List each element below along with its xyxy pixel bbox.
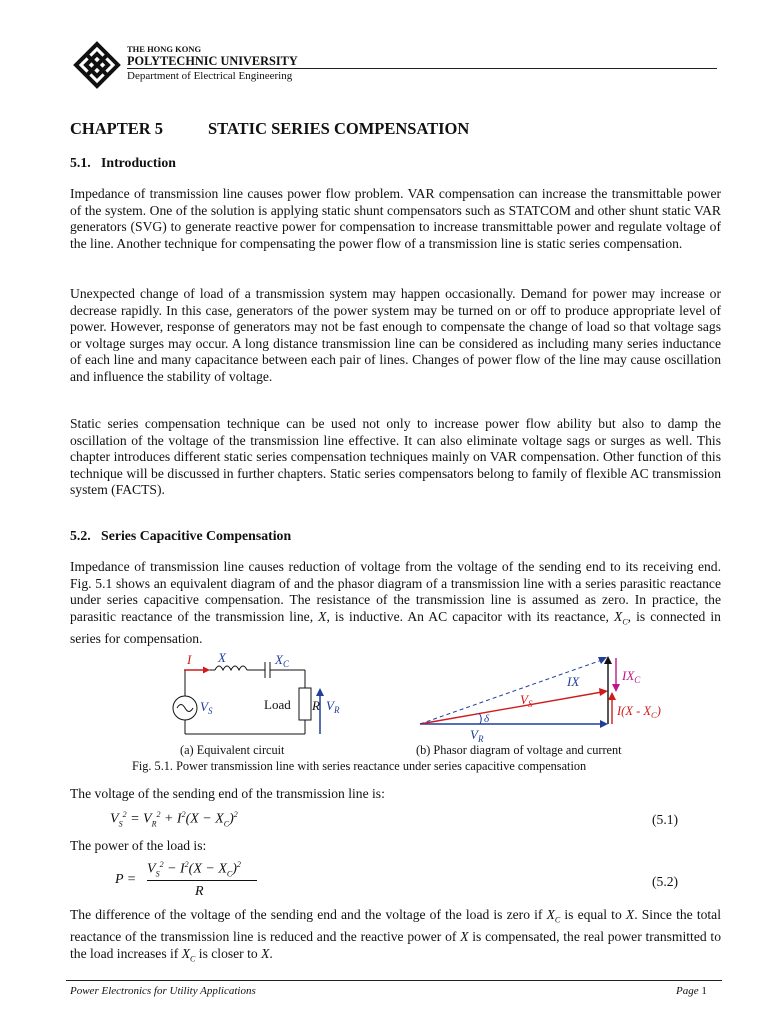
- phasor-diagram: [410, 650, 670, 745]
- header-department: Department of Electrical Engineering: [127, 70, 293, 82]
- label-ix: IX: [567, 674, 580, 689]
- label-xc-sub: C: [282, 659, 289, 669]
- intro-paragraph-2: Unexpected change of load of a transmission system may happen occasionally. Demand for power may increase or decrease rapidly. In this case, generators of the power system may be turned on or off to produce appropriate level of power. However, response of generators may not be fast enough to compensate the change of load so that voltage sags or voltage surges may occur. A long distance transmission line can be considered as including many series inductance of each line and many capacitance between each pair of lines. Changes of power flow of the line may cause oscillation and influence the stability of voltage.: [70, 286, 721, 384]
- label-vr-main: V: [326, 698, 334, 713]
- header-line1: THE HONG KONG: [127, 44, 202, 54]
- label-ixc: [621, 668, 641, 685]
- label-phasor-vs-sub: S: [527, 699, 533, 709]
- university-logo: [72, 40, 122, 90]
- label-vs-sub: S: [207, 706, 213, 716]
- label-ixc-sub: C: [634, 675, 641, 685]
- label-xc-main: X: [275, 652, 283, 667]
- header-university-name: POLYTECHNIC UNIVERSITY: [127, 54, 298, 68]
- eq1-intro: The voltage of the sending end of the transmission line is:: [70, 786, 385, 801]
- footer-book-title: Power Electronics for Utility Applications: [70, 985, 256, 997]
- para-symbol-xc-sub: C: [622, 617, 628, 627]
- label-receiving-voltage: [326, 698, 340, 715]
- label-phasor-vr-main: V: [470, 727, 478, 742]
- label-delta: δ: [484, 713, 490, 725]
- section-5-1-heading: 5.1. Introduction: [70, 155, 176, 170]
- label-vs-main: V: [200, 699, 208, 714]
- final-d: is compensated, the real power transmitted to the load increases if: [70, 929, 722, 961]
- label-phasor-vs-main: V: [520, 692, 528, 707]
- label-resistance: R: [312, 698, 320, 713]
- label-ixxc-sub: C: [651, 710, 657, 720]
- label-phasor-vs: [520, 692, 533, 709]
- section-5-2-heading: 5.2. Series Capacitive Compensation: [70, 528, 292, 543]
- final-e: is closer to: [195, 945, 262, 961]
- label-phasor-vr-sub: R: [477, 734, 484, 744]
- series-comp-paragraph: [70, 559, 721, 648]
- header-rule: [127, 68, 717, 69]
- final-paragraph: The difference of the voltage of the sending end and the voltage of the load is zero if $X_C$ is equal to X. Since the total reactance of the transmission line is reduced and the reactive power of X is compensated, the real power transmitted to the load increases if $X_C$ is closer to X.: [70, 907, 722, 964]
- para-text-a: Impedance of transmission line causes reduction of voltage from the voltage of the sending end to its receiving end. Fig. 5.1 shows an equivalent diagram of and the phasor diagram of a transmission line with a series parasitic reactance under series capacitive compensation. The resistance of the transmission line is assumed as zero. In practice, the parasitic reactance of the transmission line,: [70, 559, 721, 624]
- chapter-number: CHAPTER 5: [70, 119, 164, 138]
- label-i-x-minus-xc: [616, 704, 661, 720]
- chapter-title: STATIC SERIES COMPENSATION: [208, 119, 470, 138]
- caption-b: (b) Phasor diagram of voltage and current: [416, 743, 622, 757]
- footer-page: [676, 985, 707, 997]
- equation-5-2: P = $V_S^2 - I^2(X - X_C)^2$ R: [115, 860, 265, 900]
- intro-paragraph-1: Impedance of transmission line causes power flow problem. VAR compensation can increase the transmittable power of the system. One of the solution is applying static shunt compensators such as STATCOM and other shunt static VAR generators (SVG) to generate reactive power for compensation to increase transmittable power and regulate voltage of the line. Another technique for compensating the power flow of a transmission line is static series compensation.: [70, 186, 721, 251]
- figure-caption: Fig. 5.1. Power transmission line with series reactance under series capacitive compensation: [132, 759, 587, 773]
- label-current: I: [187, 652, 192, 667]
- footer-rule: [66, 980, 722, 981]
- label-phasor-vr: [470, 727, 484, 744]
- para-text-b: , is inductive. An AC capacitor with its reactance,: [326, 608, 614, 624]
- final-b: is equal to: [560, 907, 626, 922]
- final-a: The difference of the voltage of the sending end and the voltage of the load is zero if: [70, 907, 547, 922]
- final-c: . Since the total reactance of the transmission line is reduced and the reactive power of: [70, 907, 721, 945]
- label-ixc-main: IX: [622, 668, 635, 683]
- eq2-intro: The power of the load is:: [70, 838, 207, 853]
- label-ixxc-end: ): [656, 704, 661, 718]
- equation-5-1-number: (5.1): [652, 812, 679, 827]
- intro-paragraph-3: Static series compensation technique can be used not only to increase power flow ability but also to damp the oscillation of the voltage of the transmission line effective. It can also eliminate voltage sags or surges as well. This chapter introduces different static series compensation techniques mainly on VAR compensation. Other function of this technique will be discussed in further chapters. Static series compensators belong to family of flexible AC transmission system (FACTS).: [70, 416, 721, 498]
- para-symbol-xc: X: [614, 608, 623, 624]
- equation-5-2-number: (5.2): [652, 874, 679, 889]
- label-source-voltage: [200, 699, 213, 716]
- label-load: Load: [264, 697, 291, 712]
- para-text-c: , is connected in series for compensation.: [70, 608, 721, 647]
- final-f: .: [269, 945, 273, 961]
- label-vr-sub: R: [333, 705, 340, 715]
- label-capacitor-reactance: [274, 652, 290, 669]
- footer-page-label: Page: [676, 985, 699, 997]
- equation-5-1: $V_S^2 = V_R^2 + I^2(X - X_C)^2$: [110, 810, 238, 829]
- label-ixxc-main: I(X - X: [617, 704, 652, 718]
- label-reactance: X: [218, 650, 226, 665]
- para-symbol-x: X: [318, 608, 327, 624]
- caption-a: (a) Equivalent circuit: [180, 743, 285, 757]
- equivalent-circuit-diagram: [160, 648, 370, 748]
- footer-page-number: 1: [701, 985, 707, 997]
